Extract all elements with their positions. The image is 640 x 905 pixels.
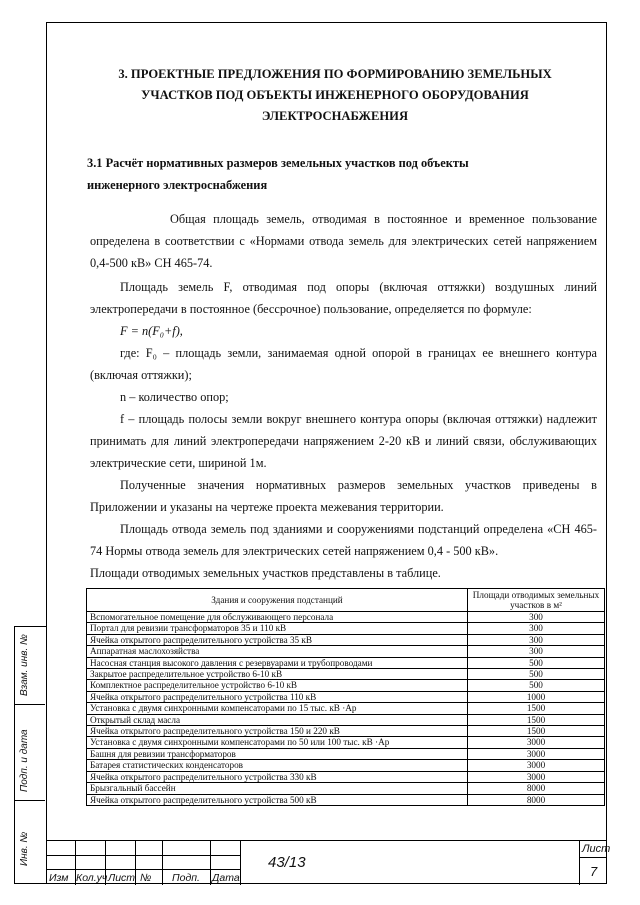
table-cell-building: Брызгальный бассейн (87, 783, 468, 794)
paragraph-7: Площадь отвода земель под зданиями и сооружениями подстанций определена «СН 465-74 Нормы отвода земель для электрических сетей напряжением 0,4 - 500 кВ». (90, 522, 597, 558)
sheet-label: Лист (582, 843, 611, 855)
table-cell-building: Ячейка открытого распределительного устройства 500 кВ (87, 794, 468, 805)
table-body (87, 612, 605, 806)
sidebar-label-podp: Подп. и дата (19, 729, 30, 792)
section-heading: 3. ПРОЕКТНЫЕ ПРЕДЛОЖЕНИЯ ПО ФОРМИРОВАНИЮ ЗЕМЕЛЬНЫХ УЧАСТКОВ ПОД ОБЪЕКТЫ ИНЖЕНЕРНОГО ОБОРУДОВАНИЯ ЭЛЕКТРОСНАБЖЕНИЯ (118, 67, 552, 123)
table-cell-building: Ячейка открытого распределительного устройства 330 кВ (87, 771, 468, 782)
table-cell-area: 3000 (468, 771, 605, 782)
table-cell-building: Башня для ревизии трансформаторов (87, 748, 468, 759)
table-cell-area: 8000 (468, 794, 605, 805)
table-cell-area: 1000 (468, 691, 605, 702)
table-row (87, 726, 605, 737)
sheet-number: 7 (590, 864, 598, 879)
table-row (87, 623, 605, 634)
stamp-label-data: Дата (212, 872, 240, 884)
table-cell-building: Ячейка открытого распределительного устройства 35 кВ (87, 634, 468, 645)
paragraph-8: Площади отводимых земельных участков представлены в таблице. (90, 566, 441, 580)
formula: F = n(F₀+f), (120, 324, 183, 338)
table-cell-building: Батарея статистических конденсаторов (87, 760, 468, 771)
table-row (87, 714, 605, 725)
table-cell-building: Насосная станция высокого давления с резервуарами и трубопроводами (87, 657, 468, 668)
table-row (87, 669, 605, 680)
table-row (87, 634, 605, 645)
table-cell-area: 1500 (468, 714, 605, 725)
sidebar-label-vzam: Взам. инв. № (19, 634, 30, 696)
table-cell-area: 1500 (468, 703, 605, 714)
table-cell-building: Вспомогательное помещение для обслуживающего персонала (87, 612, 468, 623)
table-row (87, 794, 605, 805)
table-row (87, 691, 605, 702)
table-row (87, 771, 605, 782)
table-cell-building: Установка с двумя синхронными компенсаторами по 15 тыс. кВ ·Ар (87, 703, 468, 714)
table-cell-area: 300 (468, 634, 605, 645)
table-cell-building: Установка с двумя синхронными компенсаторами по 50 или 100 тыс. кВ ·Ар (87, 737, 468, 748)
stamp-label-izm: Изм (49, 872, 69, 884)
table-cell-building: Портал для ревизии трансформаторов 35 и 110 кВ (87, 623, 468, 634)
table-cell-area: 300 (468, 646, 605, 657)
table-cell-area: 500 (468, 680, 605, 691)
table-row (87, 783, 605, 794)
table-row (87, 760, 605, 771)
paragraph-2: Площадь земель F, отводимая под опоры (включая оттяжки) воздушных линий электропередачи в постоянное (бессрочное) пользование, определяется по формуле: (90, 280, 597, 316)
table-cell-area: 1500 (468, 726, 605, 737)
table-cell-building: Аппаратная маслохозяйства (87, 646, 468, 657)
table-cell-area: 500 (468, 657, 605, 668)
stamp-label-kol: Кол.уч (76, 872, 108, 884)
stamp-label-num: № (140, 872, 152, 884)
table-row (87, 703, 605, 714)
table-cell-area: 8000 (468, 783, 605, 794)
table-row (87, 680, 605, 691)
table-header-area: Площади отводимых земельных участков в м² (468, 589, 605, 612)
table-row (87, 737, 605, 748)
subsection-heading: 3.1 Расчёт нормативных размеров земельных участков под объекты инженерного электроснабжения (87, 156, 469, 192)
table-cell-area: 3000 (468, 737, 605, 748)
table-cell-building: Открытый склад масла (87, 714, 468, 725)
paragraph-5: f – площадь полосы земли вокруг внешнего контура опоры (включая оттяжки) надлежит принимать для линий электропередачи напряжением 2-20 кВ и линий связи, обслуживающих электрические сети, шириной 1м. (90, 412, 597, 470)
stamp-label-list: Лист (108, 872, 136, 884)
table-cell-area: 3000 (468, 748, 605, 759)
table-header-buildings: Здания и сооружения подстанций (87, 589, 468, 612)
table-cell-area: 300 (468, 612, 605, 623)
paragraph-6: Полученные значения нормативных размеров земельных участков приведены в Приложении и указаны на чертеже проекта межевания территории. (90, 478, 597, 514)
table-cell-building: Комплектное распределительное устройство 6-10 кВ (87, 680, 468, 691)
table-cell-building: Закрытое распределительное устройство 6-10 кВ (87, 669, 468, 680)
paragraph-3: где: F₀ – площадь земли, занимаемая одной опорой в границах ее внешнего контура (включая оттяжки); (90, 346, 597, 382)
table-row (87, 748, 605, 759)
table-cell-building: Ячейка открытого распределительного устройства 110 кВ (87, 691, 468, 702)
table-row (87, 612, 605, 623)
table-cell-building: Ячейка открытого распределительного устройства 150 и 220 кВ (87, 726, 468, 737)
table-cell-area: 300 (468, 623, 605, 634)
document-code: 43/13 (268, 854, 306, 871)
table-header-row (87, 589, 605, 612)
sidebar-label-inv: Инв. № (19, 831, 30, 866)
table-cell-area: 3000 (468, 760, 605, 771)
paragraph-4: n – количество опор; (120, 390, 229, 404)
table-row (87, 646, 605, 657)
stamp-label-podp: Подп. (172, 872, 200, 884)
table-row (87, 657, 605, 668)
land-area-table (86, 588, 605, 806)
paragraph-1: Общая площадь земель, отводимая в постоянное и временное пользование определена в соответствии с «Нормами отвода земель для электрических сетей напряжением 0,4-500 кВ» СН 465-74. (90, 212, 597, 270)
table-cell-area: 500 (468, 669, 605, 680)
